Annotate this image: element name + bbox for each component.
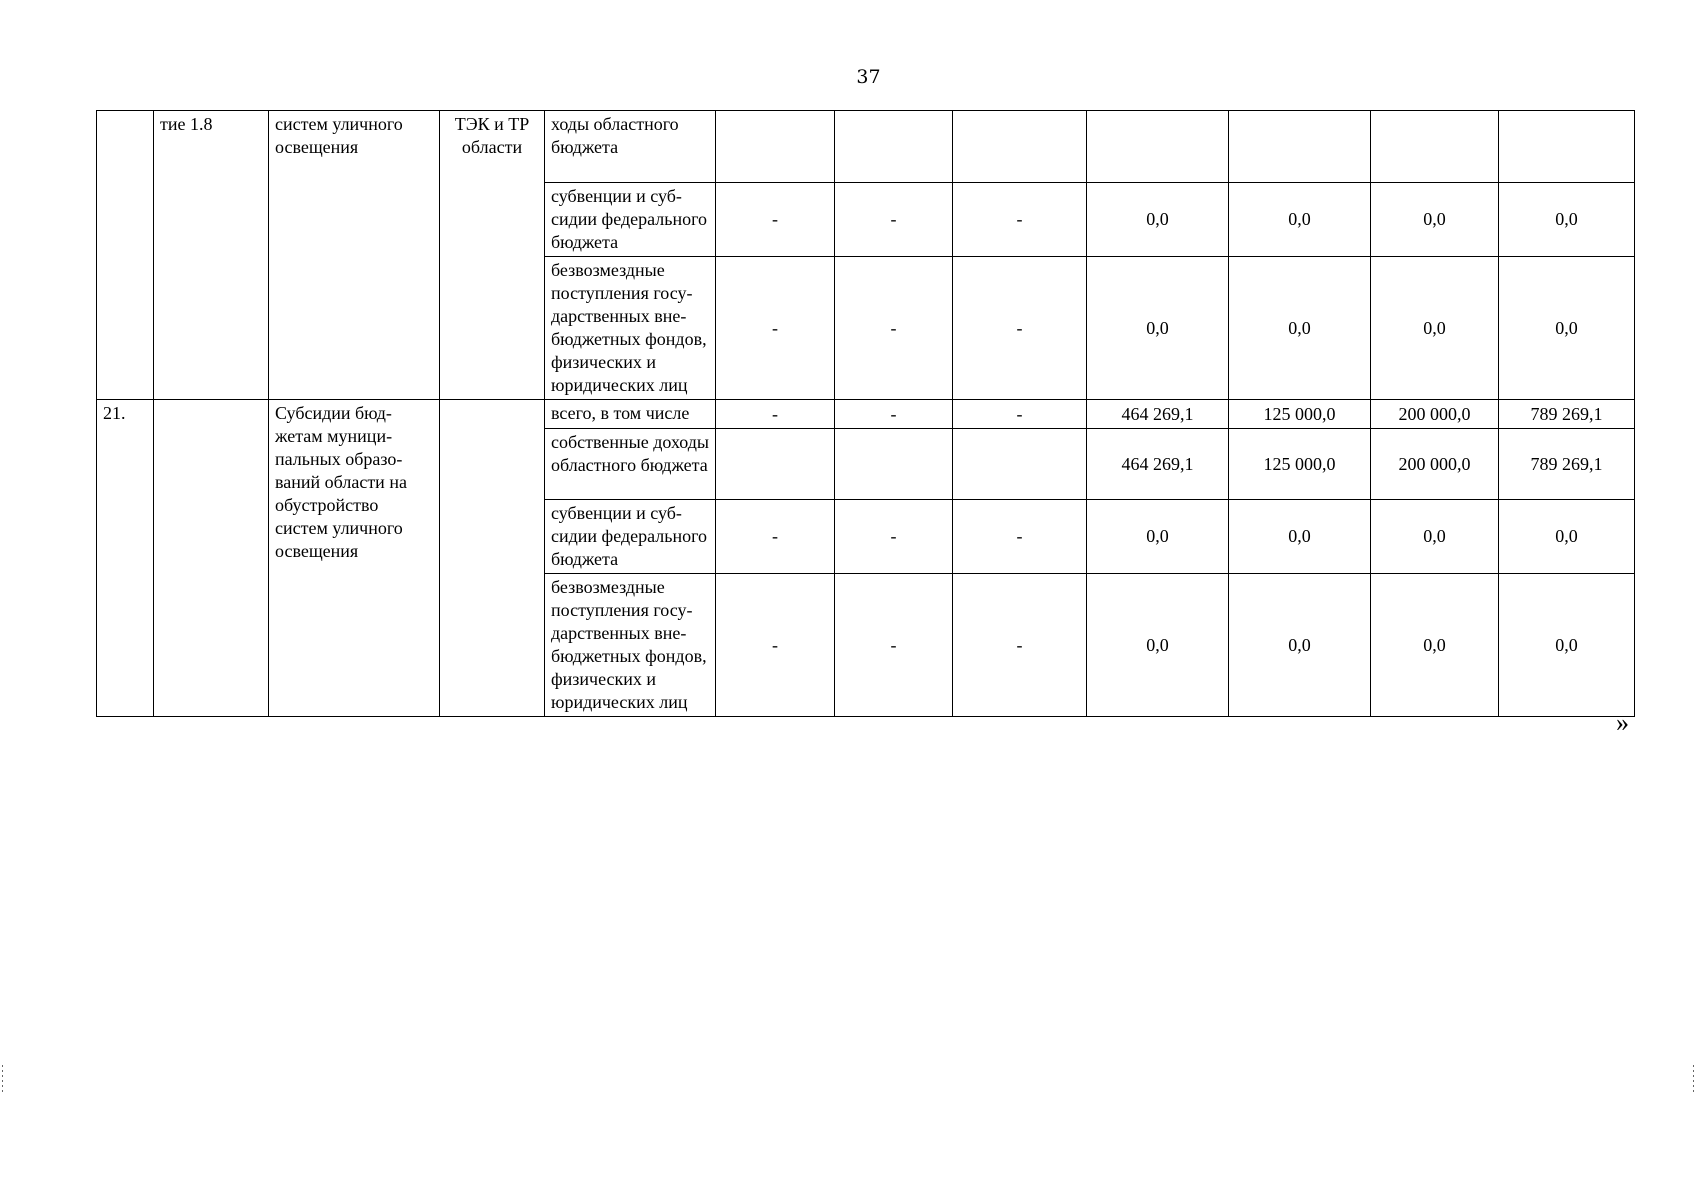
value-cell: 0,0: [1499, 500, 1635, 574]
measure-name-cell: Субсидии бюджетам муниципальных образований области на обустройство систем уличного освещения: [269, 400, 440, 717]
value-cell: 0,0: [1229, 257, 1371, 400]
value-cell: [1371, 111, 1499, 183]
value-cell: -: [835, 400, 953, 429]
measure-ref-cell: [154, 400, 269, 717]
value-cell: [716, 111, 835, 183]
value-cell: 0,0: [1229, 183, 1371, 257]
value-cell: 125 000,0: [1229, 400, 1371, 429]
executor-cell: [440, 400, 545, 717]
value-cell: 0,0: [1371, 500, 1499, 574]
funding-source-cell: субвенции и субсидии федерального бюджета: [545, 183, 716, 257]
value-cell: 0,0: [1087, 574, 1229, 717]
value-cell: -: [716, 500, 835, 574]
value-cell: [953, 429, 1087, 500]
funding-source-cell: безвозмездные поступления государственных внебюджетных фондов, физических и юридических лиц: [545, 257, 716, 400]
scan-artifact: [2, 1065, 3, 1095]
value-cell: -: [953, 400, 1087, 429]
value-cell: [1499, 111, 1635, 183]
value-cell: 125 000,0: [1229, 429, 1371, 500]
value-cell: -: [716, 574, 835, 717]
measure-ref-cell: тие 1.8: [154, 111, 269, 400]
page-number: 37: [856, 66, 881, 88]
value-cell: -: [835, 183, 953, 257]
value-cell: 464 269,1: [1087, 400, 1229, 429]
value-cell: 0,0: [1371, 257, 1499, 400]
scan-artifact: [1693, 1065, 1694, 1095]
table-row: [97, 400, 1635, 429]
budget-table: [96, 110, 1635, 717]
value-cell: [1087, 111, 1229, 183]
funding-source-cell: ходы областного бюджета: [545, 111, 716, 183]
table-body: [97, 111, 1635, 717]
value-cell: 789 269,1: [1499, 400, 1635, 429]
measure-name-cell: систем уличного освещения: [269, 111, 440, 400]
value-cell: -: [953, 257, 1087, 400]
value-cell: -: [716, 400, 835, 429]
value-cell: 0,0: [1371, 574, 1499, 717]
value-cell: 0,0: [1087, 500, 1229, 574]
table-row: [97, 111, 1635, 183]
value-cell: [1229, 111, 1371, 183]
value-cell: 789 269,1: [1499, 429, 1635, 500]
value-cell: 200 000,0: [1371, 400, 1499, 429]
funding-source-cell: безвозмездные поступления государственных внебюджетных фондов, физических и юридических лиц: [545, 574, 716, 717]
value-cell: [835, 429, 953, 500]
funding-source-cell: всего, в том числе: [545, 400, 716, 429]
value-cell: 0,0: [1499, 183, 1635, 257]
funding-source-cell: собственные доходы областного бюджета: [545, 429, 716, 500]
value-cell: [716, 429, 835, 500]
value-cell: [953, 111, 1087, 183]
value-cell: 200 000,0: [1371, 429, 1499, 500]
value-cell: 0,0: [1371, 183, 1499, 257]
row-number-cell: 21.: [97, 400, 154, 717]
value-cell: -: [835, 574, 953, 717]
value-cell: [835, 111, 953, 183]
value-cell: 0,0: [1499, 574, 1635, 717]
closing-quote: »: [1616, 708, 1629, 737]
value-cell: -: [716, 183, 835, 257]
value-cell: -: [835, 500, 953, 574]
value-cell: 0,0: [1229, 574, 1371, 717]
value-cell: 0,0: [1229, 500, 1371, 574]
value-cell: -: [835, 257, 953, 400]
value-cell: 0,0: [1087, 183, 1229, 257]
value-cell: 464 269,1: [1087, 429, 1229, 500]
value-cell: 0,0: [1499, 257, 1635, 400]
value-cell: -: [953, 183, 1087, 257]
value-cell: -: [953, 574, 1087, 717]
value-cell: -: [716, 257, 835, 400]
value-cell: 0,0: [1087, 257, 1229, 400]
row-number-cell: [97, 111, 154, 400]
value-cell: -: [953, 500, 1087, 574]
executor-cell: ТЭК и ТР области: [440, 111, 545, 400]
funding-source-cell: субвенции и субсидии федерального бюджета: [545, 500, 716, 574]
